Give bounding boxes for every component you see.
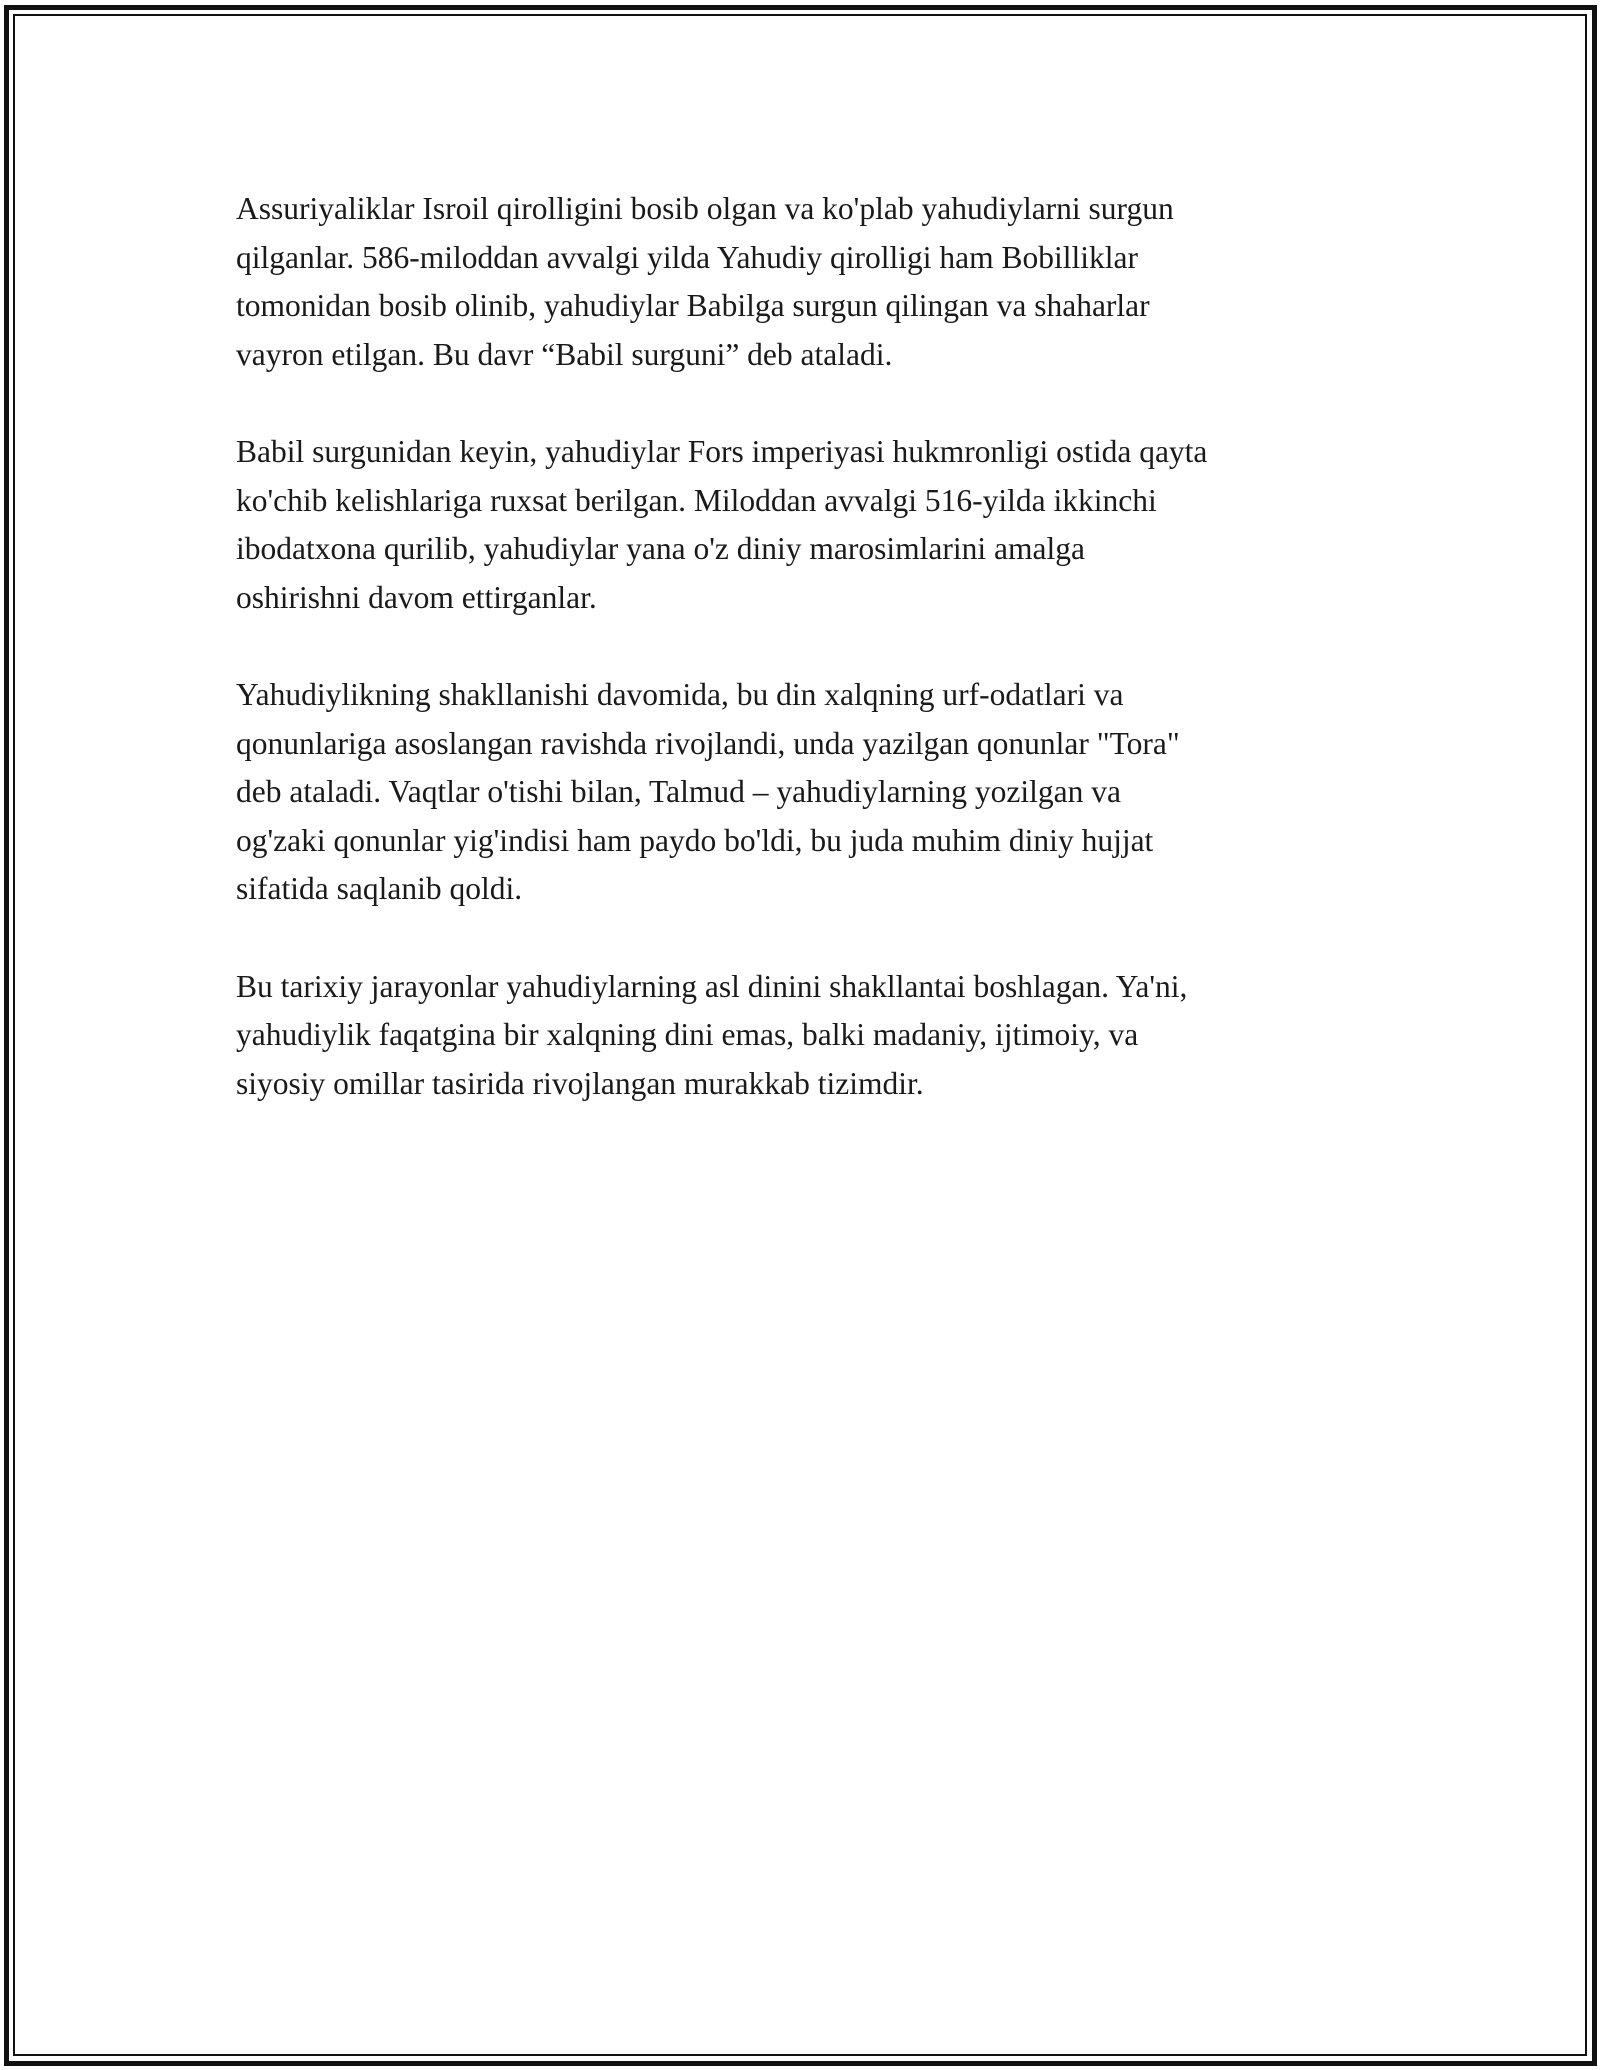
paragraph-3: Yahudiylikning shakllanishi davomida, bu din xalqning urf-odatlari va qonunlariga asoslangan ravishda rivojlandi, unda yazilgan qonunlar "Tora" deb ataladi. Vaqtlar o'tishi bilan, Talmud – yahudiylarning yozilgan va og'zaki qonunlar yig'indisi ham paydo bo'ldi, bu juda muhim diniy hujjat sifatida saqlanib qoldi. [236, 677, 1180, 906]
paragraph-4: Bu tarixiy jarayonlar yahudiylarning asl dinini shakllantai boshlagan. Ya'ni, yahudiylik faqatgina bir xalqning dini emas, balki madaniy, ijtimoiy, va siyosiy omillar tasirida rivojlangan murakkab tizimdir. [236, 968, 1188, 1101]
document-body [236, 185, 1376, 1157]
paragraph-1: Assuriyaliklar Isroil qirolligini bosib olgan va ko'plab yahudiylarni surgun qilganlar. 586-miloddan avvalgi yilda Yahudiy qirolligi ham Bobilliklar tomonidan bosib olinib, yahudiylar Babilga surgun qilingan va shaharlar vayron etilgan. Bu davr “Babil surguni” deb ataladi. [236, 191, 1174, 372]
paragraph-2: Babil surgunidan keyin, yahudiylar Fors imperiyasi hukmronligi ostida qayta ko'chib kelishlariga ruxsat berilgan. Miloddan avvalgi 516-yilda ikkinchi ibodatxona qurilib, yahudiylar yana o'z diniy marosimlarini amalga oshirishni davom ettirganlar. [236, 434, 1208, 615]
